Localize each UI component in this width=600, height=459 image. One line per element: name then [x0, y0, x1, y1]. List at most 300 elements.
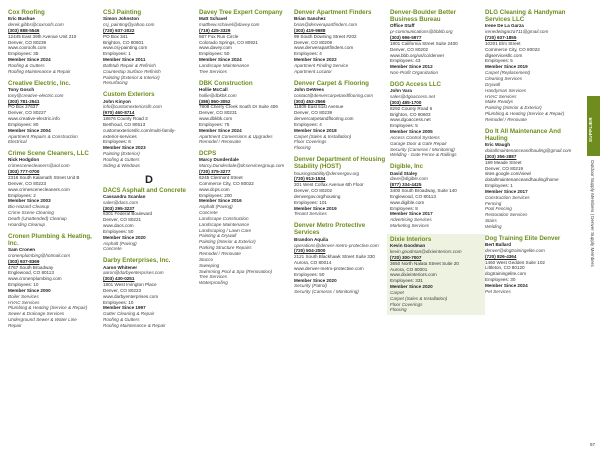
member-since: Member Since 2019 — [485, 64, 528, 70]
contact-name: Kevin Goodman — [390, 243, 426, 249]
phone-link[interactable]: (303) 356-2887 — [485, 153, 517, 159]
section-side-tab — [587, 96, 600, 156]
phone-link[interactable]: (386) 860-3052 — [199, 98, 231, 104]
supplier-entry — [8, 150, 100, 227]
info-line: 2121 South Blackhawk Street Suite 330 — [294, 254, 375, 260]
phone-link[interactable]: (719) 425-3329 — [199, 27, 231, 33]
info-line: Employees: 50 — [103, 228, 134, 234]
contact-name: Matt Schavel — [199, 16, 228, 22]
service-item: Carpet (Sales & Installation) — [390, 295, 448, 301]
info-line: 99 South Downing Street #202 — [294, 33, 357, 39]
company-name: Dog Training Elite Denver — [485, 234, 561, 242]
company-name: DLG Cleaning & Handyman Services LLC — [485, 9, 566, 24]
service-item: Fencing — [485, 200, 502, 206]
company-name: CSJ Painting — [103, 9, 142, 16]
info-line: Denver, CO 80219 — [485, 165, 524, 171]
member-since: Member Since 2020 — [103, 234, 146, 240]
info-line: Employees: 80 — [8, 121, 39, 127]
company-name: Davey Tree Expert Company — [199, 9, 283, 16]
service-item: Restoration Services — [485, 212, 528, 218]
service-item: Tree Services — [199, 274, 227, 280]
member-since: Member Since 2012 — [390, 64, 433, 70]
phone-link[interactable]: (720) 937-2022 — [103, 27, 135, 33]
supplier-entry — [485, 9, 577, 123]
info-line: 587 Fox Run Circle — [199, 33, 239, 39]
phone-link[interactable]: (303) 888-5546 — [8, 27, 40, 33]
phone-link[interactable]: (720) 937-1855 — [485, 35, 517, 41]
contact-name: David Staley — [390, 170, 418, 176]
info-line: Denver, CO 80231 — [199, 110, 238, 116]
page-number: 57 — [590, 442, 596, 447]
service-item: Concrete — [103, 246, 122, 252]
phone-link[interactable]: (720) 826-4364 — [485, 253, 517, 259]
phone-link[interactable]: (303) 452-2566 — [294, 98, 326, 104]
service-item: Landscape Maintenance — [199, 62, 250, 68]
info-line: Employees: 101 — [294, 199, 327, 205]
service-item: HVAC Services — [485, 93, 517, 99]
service-item: Siding & Windows — [103, 162, 140, 168]
service-item: Roofing & Gutters — [103, 317, 140, 323]
info-line: Denver, CO 80202 — [390, 46, 429, 52]
service-item: Carpet (Sales & Installation) — [294, 133, 352, 139]
company-name: Dixie Interiors — [390, 235, 432, 243]
supplier-entry — [103, 257, 195, 328]
service-item: Hoarding Cleanup — [8, 221, 46, 227]
supplier-entry — [103, 187, 195, 253]
company-name: Custom Exteriors — [103, 91, 155, 99]
service-item: Asphalt (Paving) — [199, 204, 233, 210]
info-line: denvercarpetandflooring.com — [294, 116, 354, 122]
service-item: Concrete — [199, 210, 218, 216]
company-name: Darby Enterprises, Inc. — [103, 257, 171, 265]
info-line: Denver, CO 80209 — [294, 39, 333, 45]
contact-name: Nick Hodgdon — [8, 157, 40, 163]
info-line: Brighton, CO 80603 — [390, 111, 431, 117]
member-since: Member Since 2022 — [294, 57, 337, 63]
service-item: Tenant Services — [294, 211, 327, 217]
phone-link[interactable]: (303) 781-2541 — [8, 98, 40, 104]
info-line: Employees: 4 — [294, 51, 322, 57]
supplier-entry — [199, 150, 291, 286]
info-line: PO Box 341 — [103, 33, 128, 39]
phone-link[interactable]: (303) 996-5977 — [390, 35, 422, 41]
info-line: Denver, CO 80239 — [8, 39, 47, 45]
phone-link[interactable]: (303) 777-0700 — [8, 169, 40, 175]
supplier-entry — [390, 163, 482, 229]
member-since: Member Since 2017 — [390, 211, 433, 217]
service-item: Crime Scene Cleaning — [8, 210, 54, 216]
company-name: Cox Roofing — [8, 9, 45, 16]
info-line: PO Box 27637 — [8, 104, 38, 110]
service-item: Apartment Locator — [294, 68, 332, 74]
info-line: 1801 California Street Suite 2400 — [390, 40, 458, 46]
email-link[interactable]: sales@dacs.com — [103, 199, 139, 205]
info-line: 4767 South Broadway — [8, 264, 54, 270]
phone-link[interactable]: (303) 485-1700 — [390, 99, 422, 105]
service-item: Electrical — [8, 139, 27, 145]
email-link[interactable]: info@customexteriorsllc.com — [103, 104, 162, 110]
supplier-entry — [485, 235, 577, 295]
service-item: Remodel / Renovate — [199, 139, 241, 145]
company-name: DACS Asphalt and Concrete — [103, 186, 186, 194]
info-line: www.dbkbk.com — [199, 116, 233, 122]
service-item: Plumbing & Heating (Service & Repair) — [485, 111, 565, 117]
service-item: Apartment Conversions & Upgrades — [199, 133, 273, 139]
info-line: Employees: 10 — [103, 299, 134, 305]
service-item: Death (Unattended) Cleanup — [8, 215, 67, 221]
service-item: Access Control Systems — [390, 134, 440, 140]
info-line: 8292 County Road 6 — [390, 105, 433, 111]
info-line: Aurora, CO 80001 — [390, 266, 428, 272]
info-line: Englewood, CO 80113 — [390, 193, 436, 199]
service-item: Painting (Interior & Exterior) — [199, 239, 256, 245]
info-line: Denver, CO 80223 — [103, 287, 142, 293]
service-item: Marketing Services — [390, 223, 430, 229]
service-item: Floor Coverings — [294, 139, 327, 145]
info-line: www.csj-painting.com — [103, 45, 148, 51]
email-link[interactable]: Marcy.Dunderdale@dcservicesgroup.com — [199, 163, 285, 169]
phone-link[interactable]: (877) 334-4425 — [390, 182, 422, 188]
email-link[interactable]: aaron@darbyenterprises.com — [103, 270, 164, 276]
contact-name: John DeWees — [294, 86, 325, 92]
info-line: 6245 Clermont Street — [199, 175, 243, 181]
info-line: 201 West Colfax Avenue 6th Floor — [294, 182, 364, 188]
info-line: dlgservicesllc.com — [485, 52, 523, 58]
service-item: Roofing Maintenance & Repair — [8, 68, 71, 74]
info-line: www.crimescenecleaners.com — [8, 186, 70, 192]
email-link[interactable]: crimescenecleaners@aol.com — [8, 163, 70, 169]
contact-name: Brandon Aquila — [294, 236, 329, 242]
info-line: Employees: 10 — [8, 282, 39, 288]
service-item: Welding - Gate Fence & Railings — [390, 152, 457, 158]
service-item: HVAC Services — [8, 299, 40, 305]
service-item: Sewer & Drainage Services — [8, 311, 65, 317]
info-line: www.creative-electric.info — [8, 116, 60, 122]
service-item: Repair — [8, 322, 22, 328]
service-item: Landscape Maintenance — [199, 221, 250, 227]
phone-link[interactable]: (720) 300-7007 — [390, 254, 422, 260]
info-line: Littleton, CO 80120 — [485, 265, 525, 271]
info-line: 6301 Federal Boulevard — [103, 211, 153, 217]
email-link[interactable]: dave@digible.com — [390, 176, 428, 182]
service-item: Painting (Interior & Exterior) — [485, 105, 542, 111]
service-item: Roofing & Gutters — [8, 62, 45, 68]
service-item: Sweeping — [199, 262, 220, 268]
info-line: Employees: 8 — [390, 205, 418, 211]
contact-name: Office Staff — [390, 23, 415, 29]
service-item: Drywall — [485, 81, 501, 87]
info-line: Employees: 6 — [103, 139, 131, 145]
service-item: Security (Cameras / Monitoring) — [390, 146, 455, 152]
info-line: sites.google.com/view/ — [485, 171, 532, 177]
contact-name: Cassandra Scanlan — [103, 193, 146, 199]
company-name: DBK Construction — [199, 79, 253, 87]
contact-name: Aaron Whitener — [103, 264, 138, 270]
email-link[interactable]: doitallmaintenanceandhauling@gmail.com — [485, 148, 572, 153]
info-line: denvergov.org/housing — [294, 193, 341, 199]
email-link[interactable]: brian@denverapartfinders.com — [294, 22, 358, 28]
service-item: Construction Services — [485, 194, 530, 200]
supplier-entry — [390, 81, 482, 158]
email-link[interactable]: hollie@dbkbk.com — [199, 92, 237, 98]
email-link[interactable]: matthew.schavel@davey.com — [199, 22, 260, 28]
email-link[interactable]: sales@dgoaccess.net — [390, 94, 436, 100]
member-since: Member Since 2024 — [485, 282, 528, 288]
info-line: Denver, CO 80223 — [8, 180, 47, 186]
info-line: 3650 North Nalata Street Suite 20 — [390, 260, 459, 266]
member-since: Member Since 2005 — [390, 129, 433, 135]
service-item: Countertop Surface Refinish — [103, 68, 161, 74]
service-item: Welding — [485, 223, 502, 229]
service-item: Waterproofing — [199, 280, 228, 286]
service-item: Bio-Hazard Cleanup — [8, 204, 50, 210]
info-line: Employees: 75 — [199, 121, 230, 127]
member-since: Member Since 2024 — [199, 57, 242, 63]
service-item: Carpet — [390, 289, 404, 295]
company-name: Cronen Plumbing & Heating, Inc. — [8, 232, 92, 247]
service-item: Bathtub Repair & Refinish — [103, 62, 156, 68]
info-line: Employees: 50 — [294, 271, 325, 277]
email-link[interactable]: pr-communications@bbbib.org — [390, 29, 453, 35]
phone-link[interactable]: (303) 419-9688 — [294, 27, 326, 33]
info-line: www.davey.com — [199, 45, 232, 51]
service-item: Gutter Cleaning & Repair — [103, 311, 155, 317]
info-line: Berthoud, CO 80513 — [103, 121, 146, 127]
member-since: Member Since 2004 — [8, 127, 51, 133]
info-line: www.coxroofs.com — [8, 45, 47, 51]
info-line: www.dixieinteriors.com — [390, 272, 437, 278]
supplier-entry — [294, 80, 386, 151]
section-letter: D — [145, 173, 153, 186]
supplier-entry — [199, 9, 291, 75]
info-line: Employees: 35 — [8, 51, 39, 57]
supplier-entry — [485, 128, 577, 230]
contact-name: Eric Waugh — [485, 142, 511, 148]
service-item: Flooring — [390, 307, 407, 313]
service-item: Make Readys — [485, 99, 514, 105]
contact-name: Simon Johnston — [103, 16, 139, 22]
info-line: Commerce City, CO 80022 — [485, 46, 540, 52]
company-name: Denver Apartment Finders — [294, 9, 372, 16]
service-item: Flooring — [294, 145, 311, 151]
side-tab-label: SUPPLIER — [588, 117, 593, 142]
service-item: Tree Services — [199, 68, 227, 74]
info-line: 11809 East 51st Avenue — [294, 104, 344, 110]
directory-column — [199, 9, 291, 291]
phone-link[interactable]: (970) 460-8714 — [103, 110, 135, 116]
directory-column — [103, 9, 195, 334]
directory-column — [294, 9, 386, 300]
service-item: Asphalt (Paving) — [103, 240, 137, 246]
info-line: Brighton, CO 80601 — [103, 39, 144, 45]
info-line: Employees: 200 — [199, 192, 232, 198]
supplier-entry — [387, 234, 485, 315]
info-line: www.dgoaccess.net — [390, 117, 431, 123]
company-name: DCPS — [199, 150, 217, 158]
service-item: Security (Patrol) — [294, 283, 327, 289]
phone-link[interactable]: (303) 937-8369 — [8, 258, 40, 264]
member-since: Member Since 2017 — [485, 188, 528, 194]
contact-name: Tony Gosch — [8, 86, 35, 92]
phone-link[interactable]: (720) 504-2000 — [294, 248, 326, 254]
info-line: 2318 South Kalamath Street Unit B — [8, 175, 80, 181]
supplier-entry — [8, 233, 100, 329]
email-link[interactable]: derek.gibbs@coxroofs.com — [8, 22, 64, 28]
info-line: 7808 Cherry Creek South Dr Suite 406 — [199, 104, 278, 110]
email-link[interactable]: tony@creative-electric.com — [8, 92, 64, 98]
supplier-entry — [8, 9, 100, 75]
email-link[interactable]: contact@denvercarpetandflooring.com — [294, 92, 373, 98]
phone-link[interactable]: (303) 295-3237 — [103, 205, 135, 211]
directory-column — [390, 9, 482, 320]
supplier-entry — [8, 80, 100, 146]
service-item: Painting (Exterior) — [103, 151, 140, 157]
member-since: Member Since 2019 — [294, 205, 337, 211]
company-name: Do It All Maintenance And Hauling — [485, 127, 561, 142]
service-item: Resurfacing — [103, 80, 128, 86]
service-item: Apartment Repairs & Construction — [8, 133, 78, 139]
member-since: Member Since 2023 — [103, 145, 146, 151]
info-line: Employees: 5 — [390, 123, 418, 129]
phone-link[interactable]: (720) 913-1534 — [294, 176, 326, 182]
info-line: www.dcps.com — [199, 186, 230, 192]
info-line: Employees: 43 — [390, 58, 421, 64]
info-line: Englewood, CO 80113 — [8, 270, 54, 276]
company-name: Crime Scene Cleaners, LLC — [8, 150, 89, 158]
service-item: Carpet (Replacement) — [485, 70, 531, 76]
service-item: Boiler Services — [8, 293, 39, 299]
member-since: Member Since 2024 — [8, 57, 51, 63]
service-item: Floor Coverings — [390, 301, 423, 307]
info-line: 10201 Elm Street — [485, 40, 521, 46]
directory-column — [485, 9, 577, 300]
info-line: Denver, CO 80202 — [294, 188, 333, 194]
member-since: Member Since 2000 — [8, 287, 51, 293]
service-item: Apartment Finding Service — [294, 62, 349, 68]
info-line: Employees: 5 — [485, 58, 513, 64]
service-item: Remodel / Renovate — [485, 116, 527, 122]
service-item: Non-Profit Organization — [390, 70, 439, 76]
info-line: 1460 West Geddes Suite 102 — [485, 259, 545, 265]
contact-name: John Vara — [390, 88, 412, 94]
info-line: Employees: 4 — [294, 121, 322, 127]
service-item: Roofing Maintenance & Repair — [103, 322, 166, 328]
contact-name: Eric Bushue — [8, 16, 35, 22]
service-item: Remodel / Renovate — [199, 250, 241, 256]
info-line: Denver, CO 80239 — [294, 110, 333, 116]
service-item: Parking Structure Repairs — [199, 245, 252, 251]
info-line: exterior-services — [103, 133, 137, 139]
service-item: Garage Door & Gate Repair — [390, 140, 447, 146]
service-item: Security (Cameras / Monitoring) — [294, 289, 359, 295]
service-item: Stairs — [485, 218, 497, 224]
email-link[interactable]: denver@dogtrainingelite.com — [485, 247, 545, 253]
info-line: www.denver-metro-protective.com — [294, 265, 364, 271]
service-item: Underground Sewer & Water Line — [8, 317, 77, 323]
service-item: Painting & Drywall — [199, 233, 237, 239]
service-item: Handyman Services — [485, 87, 527, 93]
contact-name: Hollie McCall — [199, 86, 228, 92]
email-link[interactable]: cronenplumbing@hotmail.com — [8, 252, 71, 258]
info-line: customexteriorsllc.com/multi-family- — [103, 127, 176, 133]
phone-link[interactable]: (303) 430-0251 — [103, 276, 135, 282]
phone-link[interactable]: (720) 375-3277 — [199, 169, 231, 175]
supplier-entry — [294, 9, 386, 75]
company-name: Denver Metro Protective Services — [294, 222, 366, 237]
info-line: Commerce City, CO 80022 — [199, 180, 254, 186]
service-item: Advertising Services — [390, 217, 432, 223]
service-item: Roofing & Gutters — [103, 156, 140, 162]
email-link[interactable]: kevin.goodman@dixieinteriors.com — [390, 249, 462, 255]
info-line: www.cronenplumbing.com — [8, 276, 62, 282]
contact-name: Bert Ballard — [485, 242, 512, 248]
member-since: Member Since 2003 — [8, 198, 51, 204]
company-name: DGO Access LLC — [390, 81, 442, 88]
company-name: Creative Electric, Inc. — [8, 79, 71, 87]
directory-column — [8, 9, 100, 334]
supplier-entry — [199, 80, 291, 146]
info-line: 18676 County Road 3 — [103, 116, 148, 122]
info-line: www.dacs.com — [103, 223, 134, 229]
supplier-entry — [294, 222, 386, 295]
info-line: Employees: 30 — [485, 277, 516, 283]
email-link[interactable]: csj_painting@yahoo.com — [103, 22, 155, 28]
info-line: Employees: 331 — [390, 278, 423, 284]
info-line: www.darbyenterprises.com — [103, 293, 159, 299]
contact-name: Marcy Dunderdale — [199, 157, 239, 163]
service-item: Landscape Construction — [199, 215, 249, 221]
email-link[interactable]: housingstability@denvergov.org — [294, 170, 360, 176]
email-link[interactable]: operations@denver-metro-protective.com — [294, 242, 379, 248]
member-since: Member Since 2011 — [103, 57, 146, 63]
member-since: Member Since 2016 — [199, 198, 242, 204]
running-side-title — [589, 160, 599, 267]
supplier-entry — [390, 9, 482, 76]
info-line: www.denverapartfinders.com — [294, 45, 354, 51]
info-line: 189 Meade Street — [485, 159, 522, 165]
info-line: Employees: 1 — [103, 51, 131, 57]
company-name: Denver-Boulder Better Business Bureau — [390, 9, 457, 24]
member-since: Member Since 2020 — [294, 277, 337, 283]
service-item: Swimming Pool & Spa (Renovation) — [199, 268, 273, 274]
service-item: Pool Fencing — [485, 206, 512, 212]
member-since: Member Since 2018 — [294, 127, 337, 133]
info-line: dogtrainingelite.com — [485, 271, 527, 277]
info-line: 1801 West Irvington Place — [103, 282, 157, 288]
supplier-entry — [294, 156, 386, 217]
info-line: Aurora, CO 80014 — [294, 260, 332, 266]
contact-name: John Kinyon — [103, 98, 131, 104]
service-item: Landscaping / Lawn Care — [199, 227, 252, 233]
info-line: Denver, CO 80227 — [8, 110, 47, 116]
info-line: Colorado Springs, CO 80921 — [199, 39, 258, 45]
member-since: Member Since 2020 — [390, 284, 433, 290]
company-name: Denver Department of Housing Stability (HOST) — [294, 156, 386, 171]
service-item: Cleaning Services — [485, 76, 523, 81]
service-item: Pet Services — [485, 288, 511, 294]
email-link[interactable]: irenedelagarza711@gmail.com — [485, 29, 549, 35]
service-item: Stucco — [199, 256, 214, 262]
contact-name: Irene De La Garza — [485, 23, 524, 29]
company-name: Digible, Inc — [390, 163, 424, 171]
side-title-label: Outdoor Supply Members | Denver Supply Members — [590, 160, 595, 267]
company-name: Denver Carpet & Flooring — [294, 79, 369, 87]
service-item: Painting (Exterior & Interior) — [103, 74, 160, 80]
info-line: 12445 East 39th Avenue Unit 210 — [8, 33, 77, 39]
member-since: Member Since 1997 — [103, 305, 146, 311]
supplier-entry — [103, 9, 195, 86]
info-line: doitallmaintenanceandhauling/home — [485, 177, 559, 183]
